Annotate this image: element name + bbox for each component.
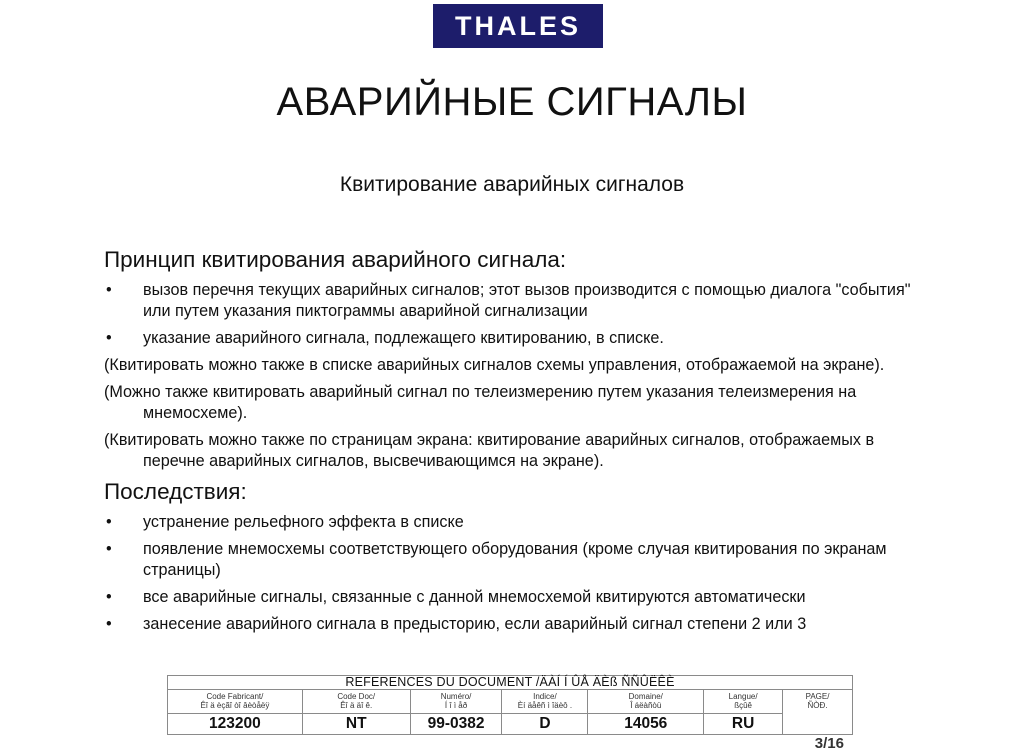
value-domaine: 14056	[588, 714, 704, 735]
col-label-indice	[502, 690, 588, 714]
bullet-icon: •	[106, 615, 112, 633]
section-heading-consequences: Последствия:	[104, 479, 247, 504]
list-item-text: все аварийные сигналы, связанные с данной мнемосхемой квитируются автоматически	[143, 588, 806, 606]
col-page	[783, 690, 853, 752]
page-title: АВАРИЙНЫЕ СИГНАЛЫ	[276, 80, 748, 124]
list-item-text: устранение рельефного эффекта в списке	[143, 513, 464, 531]
label-fr: Indice/	[533, 692, 557, 701]
label-ru: ÑÒÐ.	[807, 701, 828, 710]
value-numero: 99-0382	[410, 714, 502, 735]
list-item	[104, 280, 924, 322]
label-ru: Êî ä èçãî òî âèòåëÿ	[200, 701, 270, 710]
list-item	[104, 539, 924, 581]
list-item-text: вызов перечня текущих аварийных сигналов; этот вызов производится с помощью диалога "события" или путем указания пиктограммы аварийной сигнализации	[143, 281, 911, 320]
section-heading-principle: Принцип квитирования аварийного сигнала:	[104, 247, 567, 272]
col-label-code-doc	[302, 690, 410, 714]
note-paragraph: (Квитировать можно также в списке аварийных сигналов схемы управления, отображаемой на экране).	[104, 356, 885, 374]
references-header: REFERENCES DU DOCUMENT /ÄÀÍ Í ÛÅ ÄÈß ÑÑÛËÊÈ	[168, 676, 853, 690]
bullet-icon: •	[106, 281, 112, 299]
label-fr: Domaine/	[628, 692, 663, 701]
label-fr: Langue/	[728, 692, 758, 701]
thales-logo	[433, 4, 603, 48]
label-ru: Í î ì åð	[444, 701, 468, 710]
bullet-icon: •	[106, 329, 112, 347]
label-ru: ßçûê	[734, 701, 753, 710]
document-references-table	[167, 675, 853, 752]
label-fr: Code Fabricant/	[206, 692, 264, 701]
label-fr: Code Doc/	[337, 692, 376, 701]
note-paragraph: (Квитировать можно также по страницам экрана: квитирование аварийных сигналов, отображаемых в перечне аварийных сигналов, высвечивающимся на экране).	[104, 431, 875, 470]
col-label-code-fabricant	[168, 690, 303, 714]
label-fr: Numéro/	[440, 692, 472, 701]
list-item-text: указание аварийного сигнала, подлежащего квитированию, в списке.	[143, 329, 664, 347]
col-label-domaine	[588, 690, 704, 714]
label-fr: PAGE/	[805, 692, 830, 701]
value-code-doc: NT	[302, 714, 410, 735]
value-langue: RU	[704, 714, 783, 735]
bullet-icon: •	[106, 513, 112, 531]
col-label-numero	[410, 690, 502, 714]
label-ru: Êî ä äî ê.	[340, 701, 373, 710]
list-item-text: занесение аварийного сигнала в предысторию, если аварийный сигнал степени 2 или 3	[143, 615, 807, 633]
value-indice: D	[502, 714, 588, 735]
logo-text: THALES	[455, 10, 581, 41]
list-item	[104, 328, 924, 349]
slide-content	[104, 246, 924, 641]
label-ru: Î áëàñòü	[630, 701, 662, 710]
value-code-fabricant: 123200	[168, 714, 303, 735]
page-subtitle: Квитирование аварийных сигналов	[339, 173, 685, 196]
list-item	[104, 587, 924, 608]
label-ru: Èí äåêñ ì îäèô .	[517, 701, 573, 710]
list-item	[104, 614, 924, 635]
list-item	[104, 512, 924, 533]
col-label-langue	[704, 690, 783, 714]
bullet-icon: •	[106, 540, 112, 558]
bullet-icon: •	[106, 588, 112, 606]
page-number: 3/16	[814, 735, 844, 752]
list-item-text: появление мнемосхемы соответствующего оборудования (кроме случая квитирования по экранам страницы)	[143, 540, 887, 579]
note-paragraph: (Можно также квитировать аварийный сигнал по телеизмерению путем указания телеизмерения на мнемосхеме).	[104, 383, 857, 422]
